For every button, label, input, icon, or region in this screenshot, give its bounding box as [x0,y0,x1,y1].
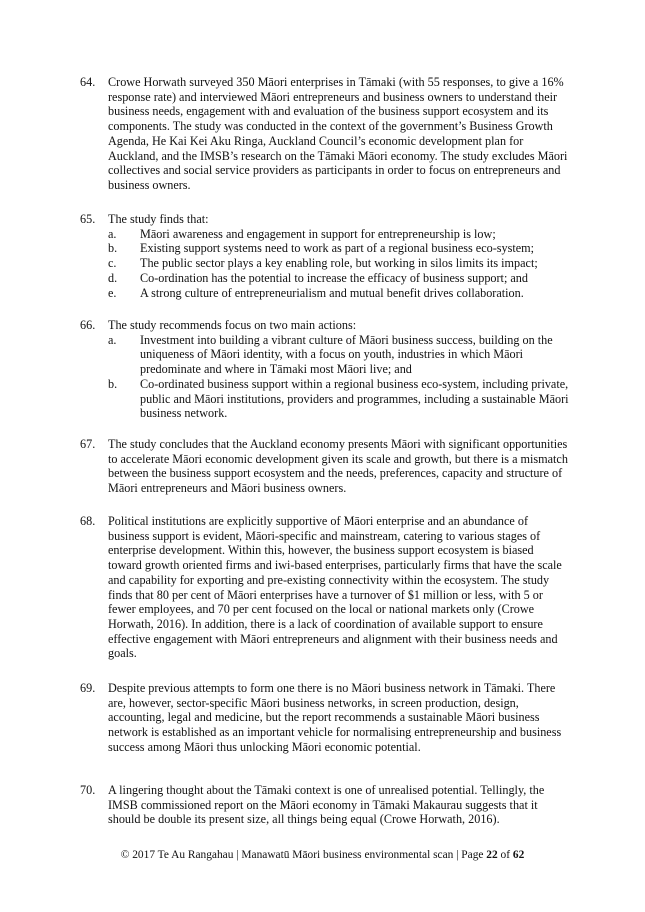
list-item [108,256,570,271]
list-item-text: The public sector plays a key enabling role, but working in silos limits its impact; [140,256,538,271]
paragraph-66 [80,318,570,421]
list-item [108,377,570,421]
list-item-label: d. [108,270,118,285]
paragraph-number: 65. [80,212,96,226]
paragraph-number: 67. [80,437,96,451]
list-item [108,271,570,286]
list-item [108,286,570,301]
list-item-text: Investment into building a vibrant culture of Māori business success, building on the uniqueness of Māori identity, with a focus on youth, industries in which Māori predominate and where in Tāmaki most Māori live; and [140,332,553,377]
paragraph-64 [80,75,570,193]
paragraph-number: 64. [80,75,96,89]
footer-of-label: of [497,849,513,861]
list-item [108,227,570,242]
list-item-label: a. [108,332,117,347]
total-pages-number: 62 [512,849,525,861]
current-page-number: 22 [486,849,498,861]
paragraph-number: 70. [80,783,96,797]
paragraph-text: The study finds that: [108,212,209,226]
paragraph-65 [80,212,570,300]
list-item-label: e. [108,285,117,300]
footer-text: © 2017 Te Au Rangahau | Manawatū Māori business environmental scan | Page [120,849,487,861]
paragraph-text: The study recommends focus on two main actions: [108,318,357,332]
list-item-text: A strong culture of entrepreneurialism and mutual benefit drives collaboration. [140,285,524,300]
findings-list [108,227,570,301]
list-item [108,333,570,377]
list-item-text: Co-ordinated business support within a regional business eco-system, including private, public and Māori institutions, providers and programmes, including a sustainable Māori business network. [140,376,569,421]
paragraph-70 [80,783,570,827]
paragraph-text: Political institutions are explicitly supportive of Māori enterprise and an abundance of business support is evident, Māori-specific and mainstream, catering to various stages of enterprise development. Within this, however, the business support ecosystem is biased toward growth oriented firms and iwi-based enterprises, particularly firms that have the scale and capability for exporting and pre-existing connectivity within the ecosystem. The study finds that 80 per cent of Māori enterprises have a turnover of $1 million or less, with 5 or fewer employees, and 70 per cent focused on the local or national markets only (Crowe Horwath, 2016). In addition, there is a lack of coordination of available support to ensure effective engagement with Māori entrepreneurs and alignment with their business needs and goals. [108,514,562,661]
list-item-label: b. [108,241,118,256]
list-item-text: Co-ordination has the potential to increase the efficacy of business support; and [140,270,528,285]
list-item-label: c. [108,256,117,271]
paragraph-number: 68. [80,514,96,528]
paragraph-text: The study concludes that the Auckland economy presents Māori with significant opportunities to accelerate Māori economic development given its scale and growth, but there is a mismatch between the business support ecosystem and the needs, preferences, capacity and structure of Māori entrepreneurs and Māori business owners. [108,437,568,496]
list-item-label: a. [108,226,117,241]
paragraph-text: Crowe Horwath surveyed 350 Māori enterprises in Tāmaki (with 55 responses, to give a 16% response rate) and interviewed Māori entrepreneurs and business owners to understand their business needs, engagement with and evaluation of the business support ecosystem and its components. The study was conducted in the context of the government’s Business Growth Agenda, He Kai Kei Aku Ringa, Auckland Council’s economic development plan for Auckland, and the IMSB’s research on the Tāmaki Māori economy. The study excludes Māori collectives and social service providers as participants in order to focus on entrepreneurs and business owners. [108,75,568,192]
paragraph-69 [80,681,570,755]
paragraph-number: 69. [80,681,96,695]
paragraph-text: A lingering thought about the Tāmaki context is one of unrealised potential. Tellingly, the IMSB commissioned report on the Māori economy in Tāmaki Makaurau suggests that it should be double its present size, all things being equal (Crowe Horwath, 2016). [108,783,545,827]
paragraph-68 [80,514,570,661]
paragraph-67 [80,437,570,496]
list-item [108,241,570,256]
page-footer [0,848,645,862]
recommendations-list [108,333,570,421]
list-item-text: Existing support systems need to work as part of a regional business eco-system; [140,241,534,256]
paragraph-number: 66. [80,318,96,332]
list-item-label: b. [108,376,118,391]
list-item-text: Māori awareness and engagement in support for entrepreneurship is low; [140,226,496,241]
paragraph-text: Despite previous attempts to form one there is no Māori business network in Tāmaki. There are, however, sector-specific Māori business networks, in screen production, design, accounting, legal and medicine, but the report recommends a sustainable Māori business network is established as an important vehicle for normalising entrepreneurship and business success among Māori thus unlocking Māori economic potential. [108,681,562,754]
